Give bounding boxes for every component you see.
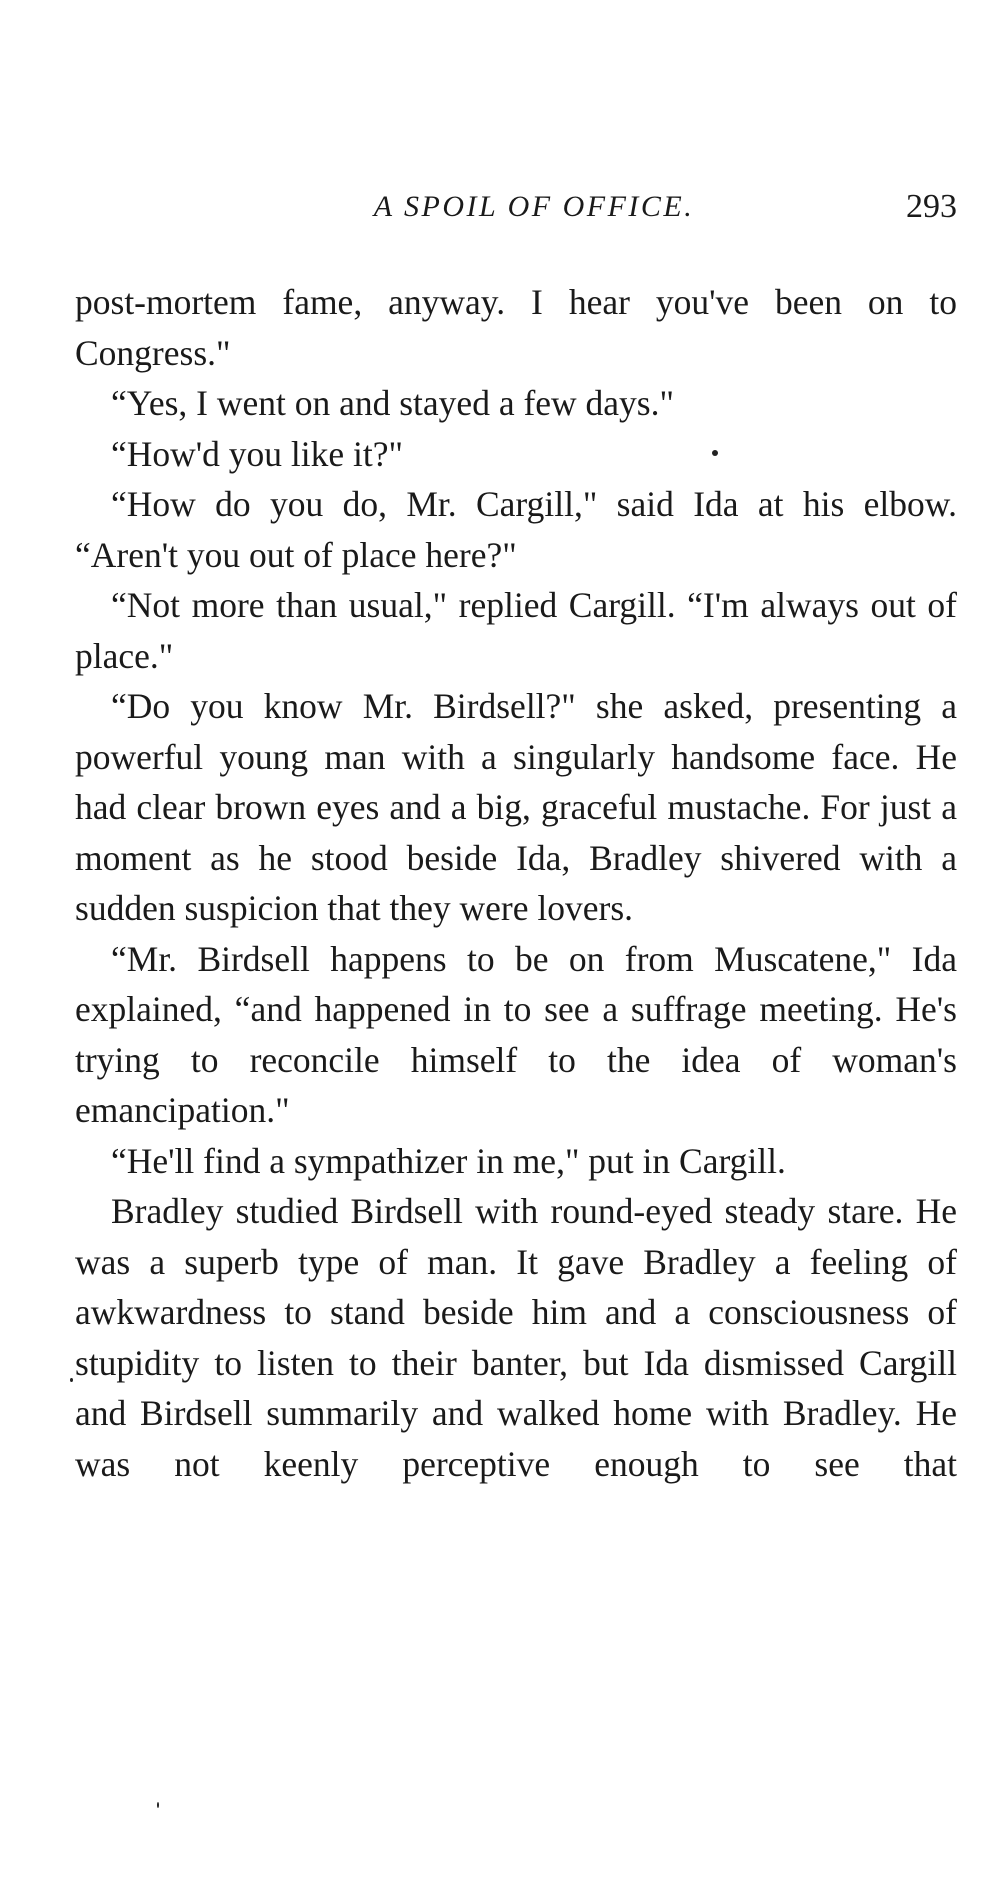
paragraph-5: “Not more than usual," replied Cargill. “I'm always out of place." xyxy=(75,585,957,676)
page-number: 293 xyxy=(906,188,957,225)
paragraph-6: “Do you know Mr. Birdsell?" she asked, presenting a powerful young man with a singularly handsome face. He had clear brown eyes and a big, graceful mustache. For just a moment as he stood beside Ida, Bradley shivered with a sudden suspicion that they were lovers. xyxy=(75,686,957,928)
running-title: A SPOIL OF OFFICE. xyxy=(373,190,695,223)
print-speck xyxy=(712,450,718,456)
paragraph-1: post-mortem fame, anyway. I hear you've been on to Congress." xyxy=(75,282,957,373)
paragraph-2: “Yes, I went on and stayed a few days." xyxy=(111,383,674,423)
print-speck xyxy=(70,1378,73,1382)
paragraph-8: “He'll find a sympathizer in me," put in Cargill. xyxy=(111,1140,786,1181)
paragraph-9: Bradley studied Birdsell with round-eyed steady stare. He was a superb type of man. It gave Bradley a feeling of awkwardness to stand beside him and a consciousness of stupidity to listen to their banter, but Ida dismissed Cargill and Birdsell summarily and walked home with Bradley. He was not keenly perceptive enough to see that xyxy=(75,1191,957,1484)
paragraph-4: “How do you do, Mr. Cargill," said Ida at his elbow. “Aren't you out of place here?" xyxy=(75,484,957,575)
paragraph-7: “Mr. Birdsell happens to be on from Muscatene," Ida explained, “and happened in to see a suffrage meeting. He's trying to reconcile himself to the idea of woman's emancipation." xyxy=(75,938,957,1130)
print-speck xyxy=(157,1802,159,1808)
running-head xyxy=(75,190,957,230)
body-text xyxy=(75,277,957,1489)
paragraph-3: “How'd you like it?" xyxy=(111,433,404,474)
